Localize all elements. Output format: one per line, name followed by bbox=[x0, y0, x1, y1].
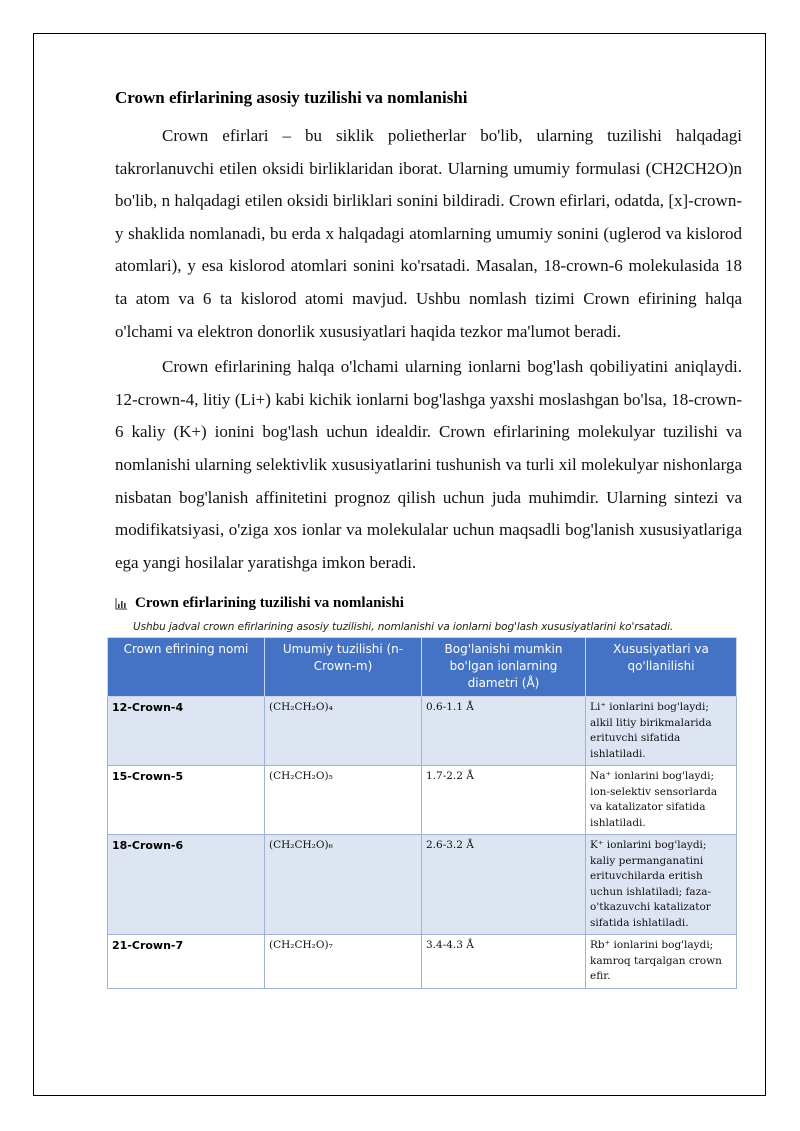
table-row bbox=[108, 697, 737, 766]
paragraph-2: Crown efirlarining halqa o'lchami ularning ionlarni bog'lash qobiliyatini aniqlaydi. 12-crown-4, litiy (Li+) kabi kichik ionlarni bog'lashga yaxshi moslashgan bo'lsa, 18-crown-6 kaliy (K+) ionini bog'lash uchun idealdir. Crown efirlarining molekulyar tuzilishi va nomlanishi ularning selektivlik xususiyatlarini tushunish va turli xil molekulyar nishonlarga nisbatan bog'lanish affinitetini prognoz qilish uchun juda muhimdir. Ularning sintezi va modifikatsiyasi, o'ziga xos ionlar va molekulalar uchun maqsadli bog'lanish xususiyatlariga ega yangi hosilalar yaratishga imkon beradi. bbox=[115, 357, 742, 572]
header-diameter: Bog'lanishi mumkin bo'lgan ionlarning diametri (Å) bbox=[422, 638, 586, 697]
cell-formula: (CH₂CH₂O)₇ bbox=[265, 935, 422, 989]
table-header-row bbox=[108, 638, 737, 697]
crown-ether-table bbox=[107, 637, 737, 989]
header-structure: Umumiy tuzilishi (n-Crown-m) bbox=[265, 638, 422, 697]
table-title bbox=[115, 595, 742, 612]
table-caption: Ushbu jadval crown efirlarining asosiy tuzilishi, nomlanishi va ionlarni bog'lash xususiyatlarini ko'rsatadi. bbox=[133, 621, 674, 634]
table-title-text: Crown efirlarining tuzilishi va nomlanishi bbox=[135, 595, 404, 612]
cell-formula: (CH₂CH₂O)₆ bbox=[265, 835, 422, 935]
cell-diameter: 1.7-2.2 Å bbox=[422, 766, 586, 835]
bar-chart-icon bbox=[115, 598, 127, 610]
cell-properties: K⁺ ionlarini bog'laydi; kaliy permanganatini erituvchilarda eritish uchun ishlatiladi; faza-o'tkazuvchi katalizator sifatida ishlatiladi. bbox=[586, 835, 737, 935]
header-properties: Xususiyatlari va qo'llanilishi bbox=[586, 638, 737, 697]
paragraph-1: Crown efirlari – bu siklik polietherlar bo'lib, ularning tuzilishi halqadagi takrorlanuvchi etilen oksidi birliklaridan iborat. Ularning umumiy formulasi (CH2CH2O)n bo'lib, n halqadagi etilen oksidi birliklari sonini bildiradi. Crown efirlari, odatda, [x]-crown-y shaklida nomlanadi, bu erda x halqadagi atomlarning umumiy sonini (uglerod va kislorod atomlari), y esa kislorod atomlari sonini ko'rsatadi. Masalan, 18-crown-6 molekulasida 18 ta atom va 6 ta kislorod atomi mavjud. Ushbu nomlash tizimi Crown efirining halqa o'lchami va elektron donorlik xususiyatlari haqida tezkor ma'lumot beradi. bbox=[115, 126, 742, 341]
cell-properties: Rb⁺ ionlarini bog'laydi; kamroq tarqalgan crown efir. bbox=[586, 935, 737, 989]
cell-properties: Na⁺ ionlarini bog'laydi; ion-selektiv sensorlarda va katalizator sifatida ishlatiladi. bbox=[586, 766, 737, 835]
cell-name: 12-Crown-4 bbox=[108, 697, 265, 766]
cell-properties: Li⁺ ionlarini bog'laydi; alkil litiy birikmalarida erituvchi sifatida ishlatiladi. bbox=[586, 697, 737, 766]
header-name: Crown efirining nomi bbox=[108, 638, 265, 697]
cell-diameter: 2.6-3.2 Å bbox=[422, 835, 586, 935]
table-row bbox=[108, 835, 737, 935]
table-row bbox=[108, 766, 737, 835]
cell-name: 21-Crown-7 bbox=[108, 935, 265, 989]
section-heading: Crown efirlarining asosiy tuzilishi va nomlanishi bbox=[115, 88, 468, 107]
cell-formula: (CH₂CH₂O)₅ bbox=[265, 766, 422, 835]
document-body bbox=[112, 86, 742, 989]
cell-name: 15-Crown-5 bbox=[108, 766, 265, 835]
table-row bbox=[108, 935, 737, 989]
cell-name: 18-Crown-6 bbox=[108, 835, 265, 935]
cell-formula: (CH₂CH₂O)₄ bbox=[265, 697, 422, 766]
cell-diameter: 0.6-1.1 Å bbox=[422, 697, 586, 766]
cell-diameter: 3.4-4.3 Å bbox=[422, 935, 586, 989]
